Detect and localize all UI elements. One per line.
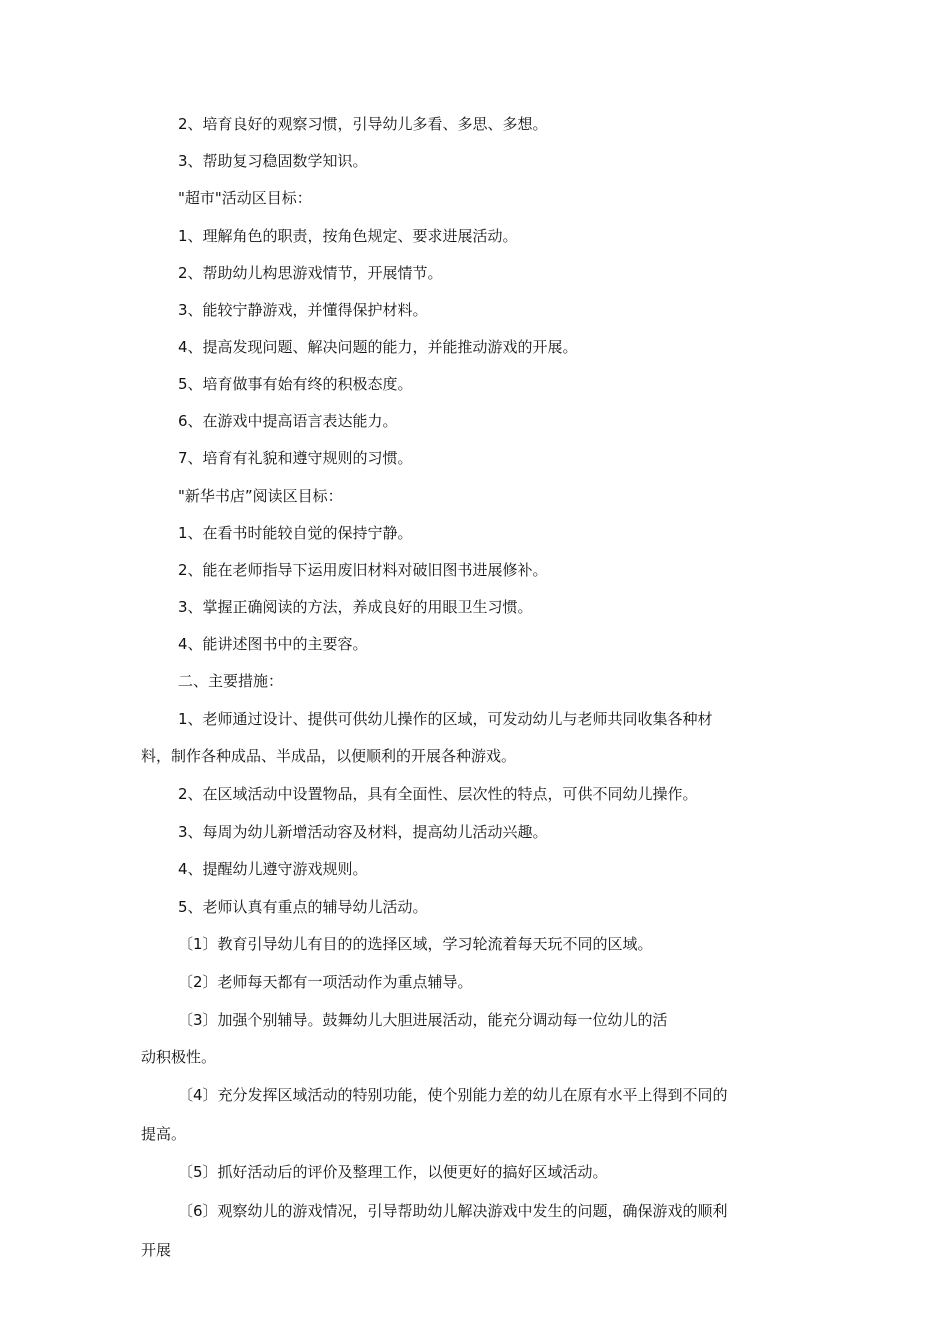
text-line: 3、能较宁静游戏，并懂得保护材料。 (178, 301, 428, 319)
text-line: 料，制作各种成品、半成品，以便顺利的开展各种游戏。 (141, 747, 517, 765)
text-line: 〔2〕老师每天都有一项活动作为重点辅导。 (178, 973, 473, 991)
text-line: 2、培育良好的观察习惯，引导幼儿多看、多思、多想。 (178, 115, 548, 133)
section-heading: "新华书店”阅读区目标： (178, 487, 343, 505)
text-line: 1、理解角色的职责，按角色规定、要求进展活动。 (178, 227, 518, 245)
text-line: 4、提醒幼儿遵守游戏规则。 (178, 860, 368, 878)
text-line: 3、掌握正确阅读的方法，养成良好的用眼卫生习惯。 (178, 598, 533, 616)
text-line: 5、培育做事有始有终的积极态度。 (178, 375, 413, 393)
text-line: 2、能在老师指导下运用废旧材料对破旧图书进展修补。 (178, 561, 548, 579)
text-line: 1、老师通过设计、提供可供幼儿操作的区域，可发动幼儿与老师共同收集各种材 (178, 710, 713, 728)
text-line: 〔6〕观察幼儿的游戏情况，引导帮助幼儿解决游戏中发生的问题，确保游戏的顺利 (178, 1202, 728, 1220)
text-line: 4、提高发现问题、解决问题的能力，并能推动游戏的开展。 (178, 338, 578, 356)
section-heading: "超市"活动区目标： (178, 189, 312, 207)
text-line: 开展 (141, 1241, 172, 1259)
text-line: 1、在看书时能较自觉的保持宁静。 (178, 524, 413, 542)
text-line: 6、在游戏中提高语言表达能力。 (178, 412, 398, 430)
text-line: 2、在区域活动中设置物品，具有全面性、层次性的特点，可供不同幼儿操作。 (178, 785, 698, 803)
text-line: 〔3〕加强个别辅导。鼓舞幼儿大胆进展活动，能充分调动每一位幼儿的活 (178, 1011, 668, 1029)
text-line: 2、帮助幼儿构思游戏情节，开展情节。 (178, 264, 443, 282)
text-line: 〔1〕教育引导幼儿有目的的选择区域，学习轮流着每天玩不同的区域。 (178, 935, 653, 953)
text-line: 〔5〕抓好活动后的评价及整理工作，以便更好的搞好区域活动。 (178, 1163, 608, 1181)
text-line: 提高。 (141, 1125, 187, 1143)
text-line: 3、每周为幼儿新增活动容及材料，提高幼儿活动兴趣。 (178, 823, 548, 841)
text-line: 7、培育有礼貌和遵守规则的习惯。 (178, 449, 413, 467)
text-line: 〔4〕充分发挥区域活动的特别功能，使个别能力差的幼儿在原有水平上得到不同的 (178, 1086, 728, 1104)
text-line: 动积极性。 (141, 1048, 217, 1066)
text-line: 3、帮助复习稳固数学知识。 (178, 152, 368, 170)
section-heading: 二、主要措施： (178, 672, 284, 690)
text-line: 4、能讲述图书中的主要容。 (178, 635, 368, 653)
text-line: 5、老师认真有重点的辅导幼儿活动。 (178, 898, 428, 916)
